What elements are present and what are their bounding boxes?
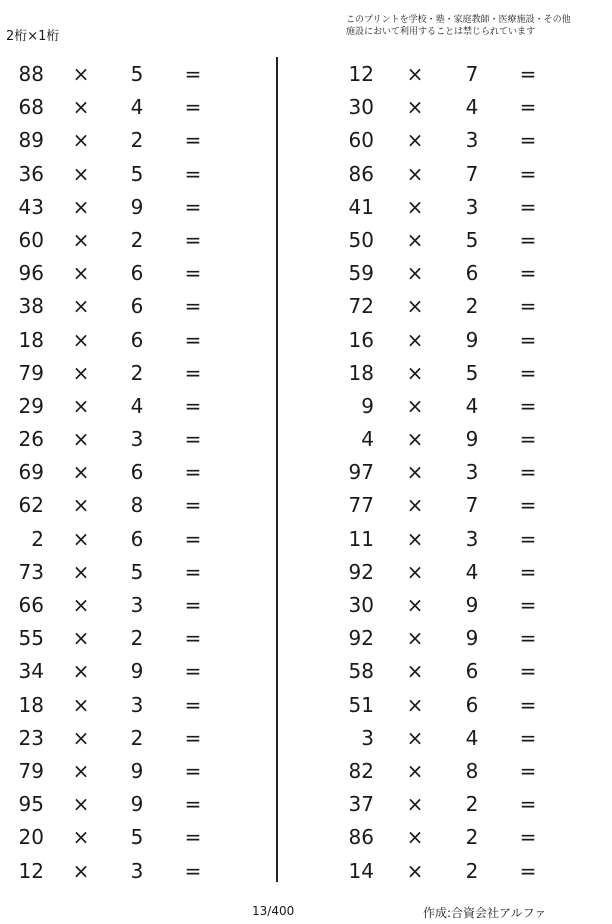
multiply-sign: × <box>406 526 424 551</box>
multiply-sign: × <box>406 858 424 883</box>
multiplicand: 11 <box>348 526 374 551</box>
multiply-sign: × <box>72 95 90 120</box>
multiplicand: 38 <box>18 294 44 319</box>
problem-row <box>330 224 590 257</box>
multiplicand: 68 <box>18 95 44 120</box>
multiplicand: 89 <box>18 128 44 153</box>
multiplicand: 26 <box>18 427 44 452</box>
problem-row <box>330 357 590 390</box>
multiplicand: 43 <box>18 194 44 219</box>
problem-row <box>0 821 260 854</box>
multiply-sign: × <box>72 493 90 518</box>
equals-sign: = <box>519 294 537 319</box>
problem-row <box>0 390 260 423</box>
multiplicand: 18 <box>18 327 44 352</box>
multiplier: 6 <box>465 659 479 684</box>
multiplier: 2 <box>465 294 479 319</box>
equals-sign: = <box>519 659 537 684</box>
multiply-sign: × <box>406 792 424 817</box>
usage-notice <box>346 14 571 38</box>
multiplier: 6 <box>130 327 144 352</box>
multiply-sign: × <box>406 95 424 120</box>
problem-row <box>330 324 590 357</box>
multiplier: 6 <box>130 294 144 319</box>
multiply-sign: × <box>72 792 90 817</box>
multiplier: 5 <box>130 559 144 584</box>
equals-sign: = <box>519 460 537 485</box>
problem-row <box>330 456 590 489</box>
multiply-sign: × <box>406 758 424 783</box>
multiplier: 4 <box>465 725 479 750</box>
multiplicand: 4 <box>361 427 374 452</box>
multiplicand: 50 <box>348 227 374 252</box>
equals-sign: = <box>519 526 537 551</box>
multiplicand: 29 <box>18 393 44 418</box>
equals-sign: = <box>519 493 537 518</box>
multiply-sign: × <box>406 460 424 485</box>
problem-row <box>0 722 260 755</box>
multiplier: 2 <box>130 360 144 385</box>
multiplicand: 73 <box>18 559 44 584</box>
multiplier: 9 <box>130 194 144 219</box>
multiplier: 3 <box>130 593 144 617</box>
multiply-sign: × <box>406 161 424 186</box>
multiply-sign: × <box>406 626 424 651</box>
multiplier: 8 <box>465 758 479 783</box>
multiplicand: 86 <box>348 825 374 850</box>
multiply-sign: × <box>406 493 424 518</box>
multiplier: 3 <box>130 427 144 452</box>
equals-sign: = <box>184 692 202 717</box>
multiply-sign: × <box>406 559 424 584</box>
multiplicand: 30 <box>348 95 374 120</box>
equals-sign: = <box>519 62 537 86</box>
equals-sign: = <box>184 758 202 783</box>
equals-sign: = <box>184 526 202 551</box>
multiplier: 9 <box>465 626 479 651</box>
equals-sign: = <box>519 626 537 651</box>
equals-sign: = <box>184 128 202 153</box>
equals-sign: = <box>184 294 202 319</box>
equals-sign: = <box>184 393 202 418</box>
equals-sign: = <box>519 792 537 817</box>
equals-sign: = <box>519 261 537 286</box>
multiply-sign: × <box>406 659 424 684</box>
multiplier: 2 <box>130 626 144 651</box>
multiplicand: 66 <box>18 593 44 617</box>
multiply-sign: × <box>72 626 90 651</box>
equals-sign: = <box>519 161 537 186</box>
problem-row <box>0 357 260 390</box>
problem-row <box>330 58 590 91</box>
problem-row <box>0 158 260 191</box>
equals-sign: = <box>184 460 202 485</box>
multiply-sign: × <box>72 858 90 883</box>
multiplier: 6 <box>130 526 144 551</box>
multiply-sign: × <box>72 194 90 219</box>
multiplier: 7 <box>465 62 479 86</box>
equals-sign: = <box>184 858 202 883</box>
multiplier: 2 <box>130 128 144 153</box>
problem-row <box>330 257 590 290</box>
problem-row <box>0 489 260 522</box>
multiply-sign: × <box>72 593 90 617</box>
equals-sign: = <box>519 194 537 219</box>
problem-row <box>0 855 260 888</box>
multiply-sign: × <box>72 460 90 485</box>
multiplicand: 92 <box>348 559 374 584</box>
problem-row <box>0 91 260 124</box>
multiplicand: 86 <box>348 161 374 186</box>
multiplicand: 95 <box>18 792 44 817</box>
multiply-sign: × <box>72 161 90 186</box>
problem-row <box>330 821 590 854</box>
multiply-sign: × <box>72 758 90 783</box>
problem-row <box>0 423 260 456</box>
problem-row <box>330 91 590 124</box>
equals-sign: = <box>519 227 537 252</box>
equals-sign: = <box>519 327 537 352</box>
multiplicand: 12 <box>348 62 374 86</box>
multiplicand: 58 <box>348 659 374 684</box>
multiply-sign: × <box>72 128 90 153</box>
equals-sign: = <box>184 792 202 817</box>
multiplier: 5 <box>465 360 479 385</box>
multiplier: 4 <box>130 95 144 120</box>
problem-row <box>0 788 260 821</box>
right-problem-column <box>330 58 590 888</box>
problem-row <box>330 523 590 556</box>
multiply-sign: × <box>72 360 90 385</box>
problem-row <box>0 290 260 323</box>
equals-sign: = <box>519 393 537 418</box>
multiplicand: 88 <box>18 62 44 86</box>
problem-row <box>0 755 260 788</box>
multiply-sign: × <box>72 659 90 684</box>
multiplicand: 97 <box>348 460 374 485</box>
equals-sign: = <box>184 327 202 352</box>
multiplier: 3 <box>465 460 479 485</box>
multiplicand: 72 <box>348 294 374 319</box>
multiply-sign: × <box>406 194 424 219</box>
multiplier: 3 <box>465 526 479 551</box>
equals-sign: = <box>184 161 202 186</box>
multiplier: 5 <box>465 227 479 252</box>
multiply-sign: × <box>72 725 90 750</box>
problem-row <box>0 58 260 91</box>
problem-row <box>330 290 590 323</box>
problem-row <box>0 689 260 722</box>
multiplicand: 82 <box>348 758 374 783</box>
multiplicand: 36 <box>18 161 44 186</box>
equals-sign: = <box>184 360 202 385</box>
usage-notice-line-1: このプリントを学校・塾・家庭教師・医療施設・その他 <box>346 15 571 25</box>
worksheet-title: 2桁×1桁 <box>6 29 60 44</box>
equals-sign: = <box>184 559 202 584</box>
problem-row <box>330 489 590 522</box>
multiplicand: 23 <box>18 725 44 750</box>
multiply-sign: × <box>406 427 424 452</box>
multiplier: 2 <box>465 858 479 883</box>
problem-row <box>330 124 590 157</box>
multiplier: 4 <box>465 393 479 418</box>
multiplicand: 14 <box>348 858 374 883</box>
multiplier: 3 <box>465 194 479 219</box>
multiplicand: 18 <box>18 692 44 717</box>
multiply-sign: × <box>406 725 424 750</box>
equals-sign: = <box>519 593 537 617</box>
multiply-sign: × <box>72 327 90 352</box>
multiplier: 3 <box>130 692 144 717</box>
multiplier: 9 <box>465 327 479 352</box>
equals-sign: = <box>519 360 537 385</box>
multiplicand: 55 <box>18 626 44 651</box>
problem-row <box>330 722 590 755</box>
multiplicand: 60 <box>18 227 44 252</box>
problem-row <box>330 556 590 589</box>
equals-sign: = <box>519 858 537 883</box>
multiply-sign: × <box>72 62 90 86</box>
multiply-sign: × <box>72 227 90 252</box>
equals-sign: = <box>519 427 537 452</box>
author-credit: 作成:合資会社アルファ <box>423 906 547 920</box>
equals-sign: = <box>184 593 202 617</box>
multiplier: 4 <box>465 559 479 584</box>
multiply-sign: × <box>406 261 424 286</box>
multiplier: 8 <box>130 493 144 518</box>
equals-sign: = <box>519 692 537 717</box>
multiplicand: 41 <box>348 194 374 219</box>
problem-row <box>330 589 590 622</box>
equals-sign: = <box>184 825 202 850</box>
problem-row <box>330 423 590 456</box>
multiply-sign: × <box>72 294 90 319</box>
multiplier: 5 <box>130 161 144 186</box>
multiplicand: 69 <box>18 460 44 485</box>
multiplicand: 51 <box>348 692 374 717</box>
multiplier: 4 <box>130 393 144 418</box>
multiplier: 5 <box>130 62 144 86</box>
multiply-sign: × <box>406 294 424 319</box>
multiplier: 7 <box>465 161 479 186</box>
multiplier: 2 <box>130 725 144 750</box>
multiplier: 3 <box>130 858 144 883</box>
multiply-sign: × <box>72 393 90 418</box>
multiply-sign: × <box>72 261 90 286</box>
multiplier: 9 <box>130 659 144 684</box>
equals-sign: = <box>184 659 202 684</box>
problem-row <box>0 224 260 257</box>
multiplicand: 20 <box>18 825 44 850</box>
problem-row <box>330 689 590 722</box>
equals-sign: = <box>519 128 537 153</box>
usage-notice-line-2: 施設において利用することは禁じられています <box>346 27 536 37</box>
multiply-sign: × <box>406 393 424 418</box>
multiplier: 6 <box>130 261 144 286</box>
problem-row <box>0 191 260 224</box>
page-number: 13/400 <box>252 904 295 918</box>
multiplier: 4 <box>465 95 479 120</box>
problem-row <box>330 158 590 191</box>
multiply-sign: × <box>406 360 424 385</box>
multiplicand: 2 <box>31 526 44 551</box>
multiplier: 7 <box>465 493 479 518</box>
multiply-sign: × <box>406 128 424 153</box>
problem-row <box>0 523 260 556</box>
multiplicand: 79 <box>18 360 44 385</box>
problem-row <box>0 324 260 357</box>
multiplier: 6 <box>465 261 479 286</box>
multiply-sign: × <box>406 825 424 850</box>
equals-sign: = <box>184 725 202 750</box>
left-problem-column <box>0 58 260 888</box>
multiplier: 2 <box>465 792 479 817</box>
multiplicand: 79 <box>18 758 44 783</box>
multiplicand: 9 <box>361 393 374 418</box>
multiplicand: 30 <box>348 593 374 617</box>
multiply-sign: × <box>72 427 90 452</box>
problem-row <box>0 655 260 688</box>
multiply-sign: × <box>406 593 424 617</box>
multiplier: 6 <box>130 460 144 485</box>
problem-row <box>0 124 260 157</box>
multiplier: 2 <box>130 227 144 252</box>
multiplier: 3 <box>465 128 479 153</box>
problem-row <box>330 855 590 888</box>
problem-row <box>330 755 590 788</box>
multiply-sign: × <box>406 692 424 717</box>
multiplier: 9 <box>465 593 479 617</box>
multiplier: 9 <box>130 792 144 817</box>
multiplicand: 96 <box>18 261 44 286</box>
problem-row <box>0 556 260 589</box>
multiply-sign: × <box>406 62 424 86</box>
problem-row <box>330 788 590 821</box>
multiplicand: 77 <box>348 493 374 518</box>
equals-sign: = <box>519 758 537 783</box>
multiply-sign: × <box>406 227 424 252</box>
multiplicand: 37 <box>348 792 374 817</box>
problem-row <box>0 589 260 622</box>
equals-sign: = <box>184 261 202 286</box>
multiply-sign: × <box>72 692 90 717</box>
problem-row <box>0 257 260 290</box>
multiplicand: 3 <box>361 725 374 750</box>
equals-sign: = <box>184 194 202 219</box>
multiplier: 6 <box>465 692 479 717</box>
multiplicand: 16 <box>348 327 374 352</box>
equals-sign: = <box>519 725 537 750</box>
equals-sign: = <box>184 427 202 452</box>
multiplicand: 92 <box>348 626 374 651</box>
problem-row <box>330 191 590 224</box>
equals-sign: = <box>184 626 202 651</box>
multiplicand: 60 <box>348 128 374 153</box>
equals-sign: = <box>519 825 537 850</box>
multiplicand: 34 <box>18 659 44 684</box>
multiplier: 9 <box>130 758 144 783</box>
multiply-sign: × <box>72 559 90 584</box>
equals-sign: = <box>519 559 537 584</box>
equals-sign: = <box>184 493 202 518</box>
multiplier: 9 <box>465 427 479 452</box>
column-divider <box>276 57 278 882</box>
equals-sign: = <box>184 227 202 252</box>
multiplicand: 62 <box>18 493 44 518</box>
multiply-sign: × <box>406 327 424 352</box>
multiplicand: 12 <box>18 858 44 883</box>
problem-row <box>0 622 260 655</box>
multiplier: 2 <box>465 825 479 850</box>
problem-row <box>0 456 260 489</box>
equals-sign: = <box>184 95 202 120</box>
multiplicand: 59 <box>348 261 374 286</box>
multiply-sign: × <box>72 526 90 551</box>
problem-row <box>330 390 590 423</box>
problem-row <box>330 622 590 655</box>
equals-sign: = <box>519 95 537 120</box>
problem-row <box>330 655 590 688</box>
multiply-sign: × <box>72 825 90 850</box>
equals-sign: = <box>184 62 202 86</box>
multiplicand: 18 <box>348 360 374 385</box>
multiplier: 5 <box>130 825 144 850</box>
